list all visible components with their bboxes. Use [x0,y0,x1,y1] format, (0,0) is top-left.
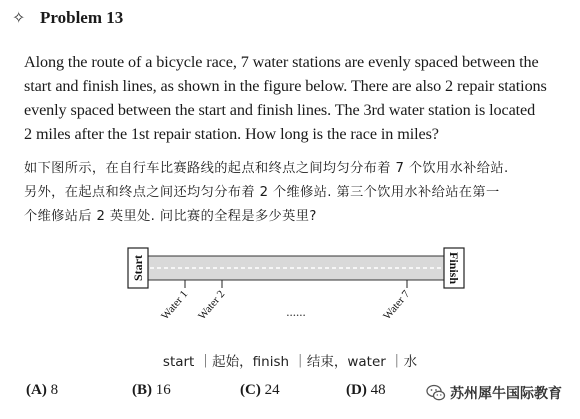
station-label: Water 7 [381,288,413,323]
english-line: start and finish lines, as shown in the figure below. There are also 2 repair stations [24,77,547,95]
finish-label: Finish [447,251,461,285]
chinese-line: 如下图所示，在自行车比赛路线的起点和终点之间均匀分布着 7 个饮用水补给站. [24,161,509,176]
diamond-outline-icon: ✧ [12,10,26,27]
problem-header [12,8,123,28]
choice-value: 48 [370,382,386,398]
choice-label: (D) [346,382,367,398]
choice-value: 8 [50,382,59,398]
choice-d[interactable] [346,382,386,399]
choice-c[interactable] [240,382,280,399]
station-label: Water 1 [159,288,191,323]
english-line: evenly spaced between the start and finish lines. The 3rd water station is located [24,101,536,119]
ellipsis: ...... [286,304,306,319]
choice-label: (B) [132,382,152,398]
chinese-line: 个维修站后 2 英里处. 问比赛的全程是多少英里? [24,209,317,224]
problem-text-english [24,50,572,146]
choice-label: (C) [240,382,261,398]
watermark-text: 苏州犀牛国际教育 [450,386,562,402]
legend: start ｜起始，finish ｜结束，water ｜水 [162,354,418,370]
choice-a[interactable] [26,382,58,399]
choice-value: 24 [264,382,280,398]
choice-label: (A) [26,382,47,398]
chinese-line: 另外，在起点和终点之间还均匀分布着 2 个维修站. 第三个饮用水补给站在第一 [24,185,500,200]
choice-value: 16 [155,382,171,398]
choice-b[interactable] [132,382,171,399]
start-label: Start [131,255,145,281]
problem-text-chinese [24,157,572,229]
wechat-icon [426,383,446,403]
watermark [426,383,562,403]
race-route-figure [0,240,580,344]
problem-title: Problem 13 [40,8,124,27]
english-line: 2 miles after the 1st repair station. How long is the race in miles? [24,125,439,143]
station-label: Water 2 [196,288,228,323]
english-line: Along the route of a bicycle race, 7 water stations are evenly spaced between the [24,53,539,71]
